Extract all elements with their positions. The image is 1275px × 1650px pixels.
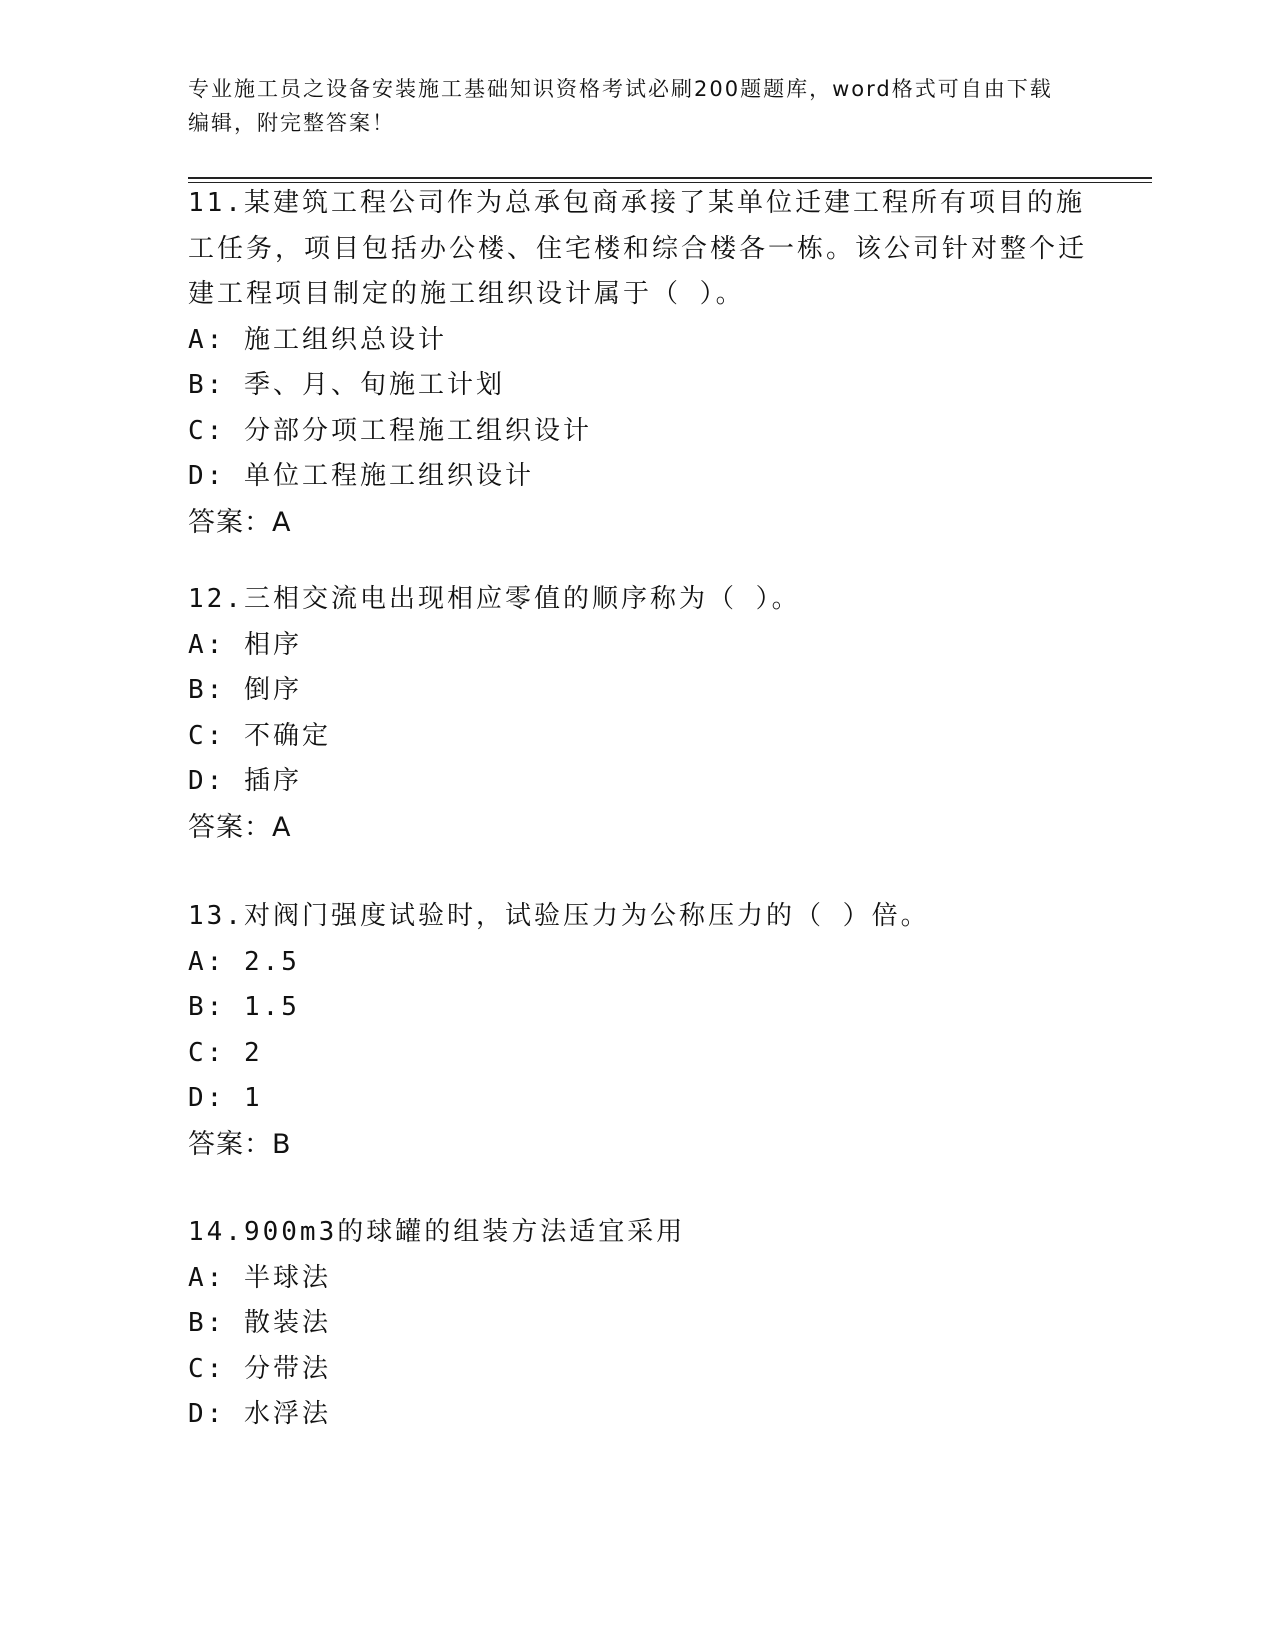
- option-d: D: 插序: [188, 766, 302, 796]
- question-14: [188, 1210, 1088, 1438]
- question-12: [188, 577, 1088, 850]
- option-b: B: 1.5: [188, 992, 300, 1022]
- option-d: D: 单位工程施工组织设计: [188, 461, 534, 491]
- option-d: D: 1: [188, 1083, 263, 1113]
- option-a: A: 2.5: [188, 946, 300, 977]
- answer-line: 答案：A: [188, 506, 292, 538]
- header-title: 专业施工员之设备安装施工基础知识资格考试必刷200题题库，word格式可自由下载编辑，附完整答案！: [188, 77, 1053, 135]
- option-a: A: 施工组织总设计: [188, 324, 447, 355]
- option-c: C: 2: [188, 1037, 263, 1068]
- option-d: D: 水浮法: [188, 1399, 331, 1429]
- option-c: C: 不确定: [188, 720, 331, 751]
- question-stem: 14.900m3的球罐的组装方法适宜采用: [188, 1217, 686, 1247]
- option-b: B: 倒序: [188, 675, 302, 705]
- answer-line: 答案：A: [188, 811, 292, 843]
- question-11: [188, 181, 1088, 545]
- option-c: C: 分部分项工程施工组织设计: [188, 415, 592, 446]
- answer-line: 答案：B: [188, 1128, 292, 1160]
- header-divider-thick: [188, 177, 1152, 179]
- question-13: [188, 894, 1088, 1167]
- option-b: B: 季、月、旬施工计划: [188, 370, 505, 400]
- option-a: A: 相序: [188, 629, 302, 660]
- question-stem: 13.对阀门强度试验时，试验压力为公称压力的（ ）倍。: [188, 901, 930, 931]
- question-stem: 12.三相交流电出现相应零值的顺序称为（ ）。: [188, 584, 801, 614]
- option-a: A: 半球法: [188, 1262, 331, 1293]
- question-stem: 11.某建筑工程公司作为总承包商承接了某单位迁建工程所有项目的施工任务，项目包括办公楼、住宅楼和综合楼各一栋。该公司针对整个迁建工程项目制定的施工组织设计属于（ ）。: [188, 188, 1088, 309]
- option-b: B: 散装法: [188, 1308, 331, 1338]
- option-c: C: 分带法: [188, 1353, 331, 1384]
- document-header: [188, 72, 1068, 140]
